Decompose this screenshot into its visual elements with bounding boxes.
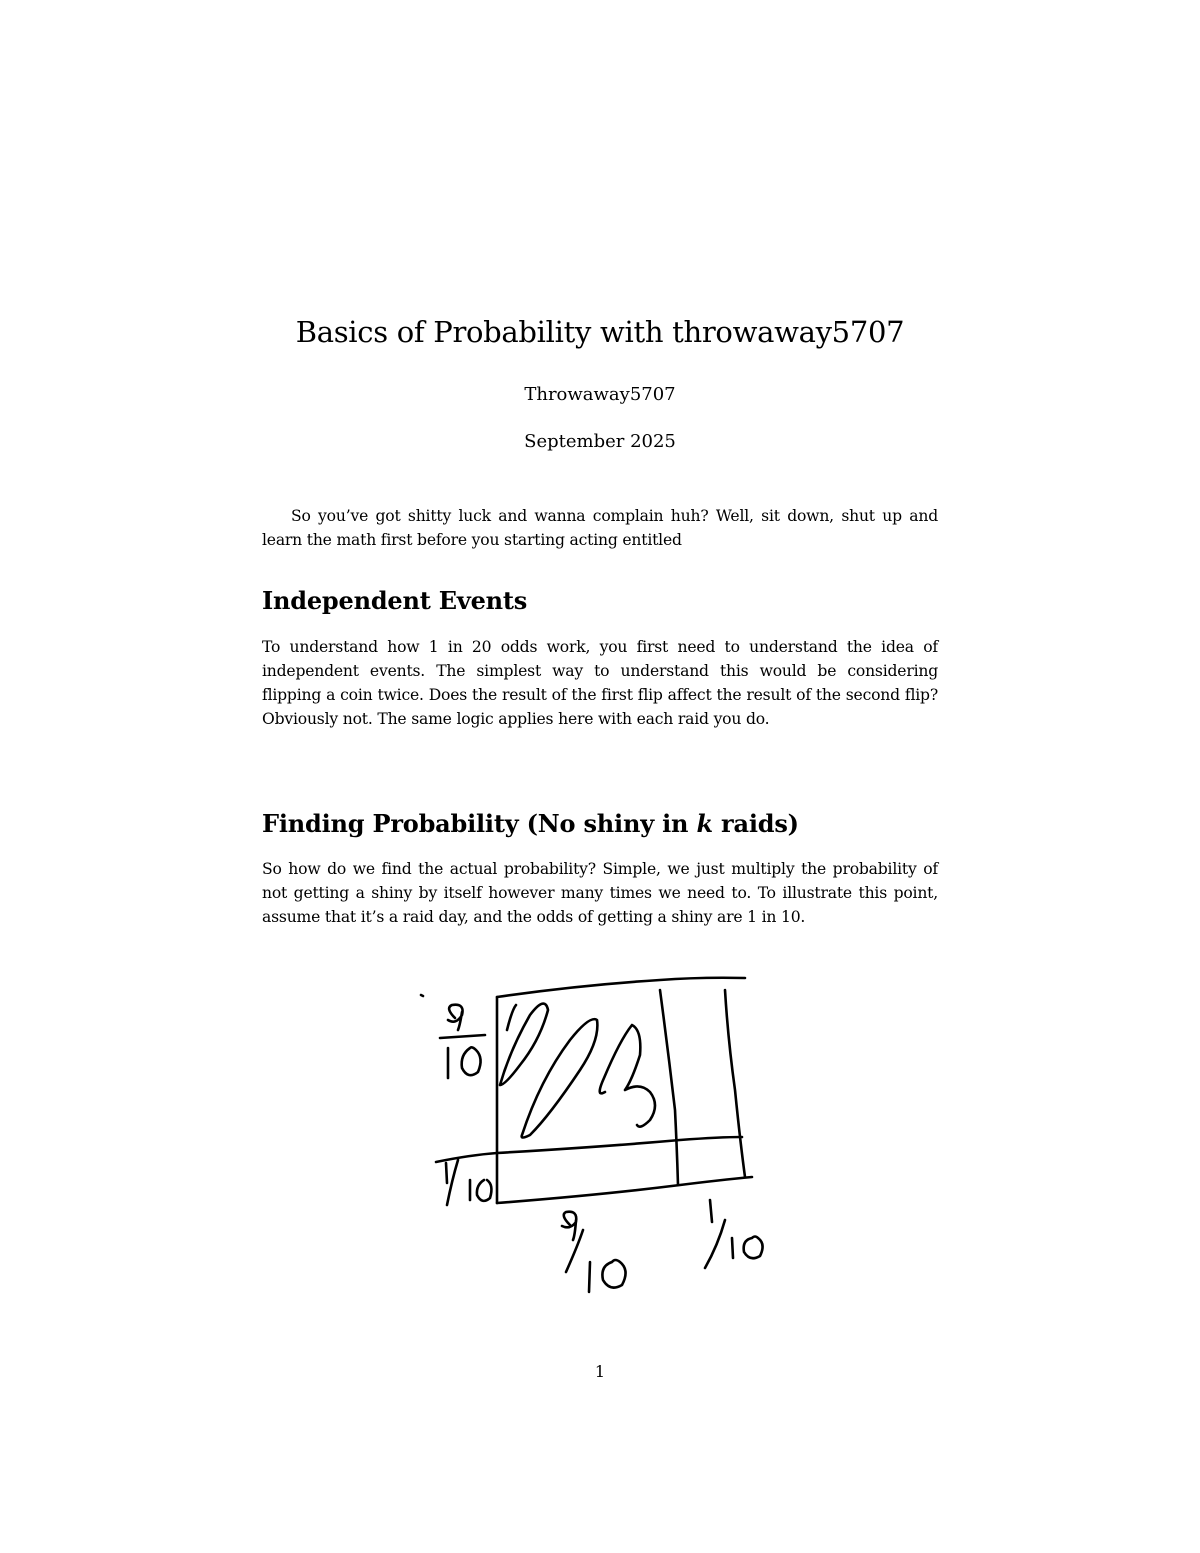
label-bottom-right-slash — [705, 1220, 725, 1268]
section-body-finding-probability: So how do we find the actual probability? Simple, we just multiply the probability of not getting a shiny by itself however many times we need to. To illustrate this point, assume that it’s a raid day, and the odds of getting a shiny are 1 in 10. — [262, 860, 938, 926]
heading-suffix: raids) — [712, 809, 799, 838]
document-author: Throwaway5707 — [524, 384, 676, 405]
intro-paragraph: So you’ve got shitty luck and wanna complain huh? Well, sit down, shut up and learn the math first before you starting acting entitled — [262, 507, 938, 549]
vertical-divider — [660, 990, 678, 1185]
box-right-edge — [725, 990, 745, 1177]
label-left-bottom-slash — [447, 1160, 458, 1205]
stray-dot — [421, 995, 423, 996]
section-heading-independent-events: Independent Events — [262, 586, 528, 615]
label-left-top-zero — [462, 1047, 481, 1075]
hatch-loop-2 — [522, 1019, 598, 1137]
horizontal-divider — [436, 1137, 742, 1162]
label-bottom-left-one — [589, 1262, 590, 1292]
label-left-top-numerator — [448, 1005, 463, 1030]
label-left-bottom-zero — [477, 1180, 492, 1201]
label-left-top-bar — [440, 1035, 485, 1038]
section-body-independent-events: To understand how 1 in 20 odds work, you first need to understand the idea of independent events. The simplest way to understand this would be considering flipping a coin twice. Does the result of the first flip affect the result of the second flip? Obviously not. The same logic applies here with each raid you do. — [262, 638, 938, 728]
label-bottom-right-zero — [744, 1237, 763, 1259]
document-date: September 2025 — [524, 431, 676, 452]
hatch-loop-1 — [500, 1004, 548, 1085]
document-title: Basics of Probability with throwaway5707 — [295, 315, 905, 349]
label-bottom-right-one — [710, 1200, 712, 1222]
handdrawn-probability-figure — [405, 968, 785, 1303]
heading-prefix: Finding Probability (No shiny in — [262, 809, 697, 838]
page-number: 1 — [594, 1362, 606, 1381]
box-top-edge — [497, 978, 745, 997]
heading-variable: k — [696, 809, 713, 838]
label-bottom-right-1 — [732, 1238, 733, 1258]
section-heading-finding-probability — [262, 809, 799, 838]
label-bottom-left-numerator — [562, 1212, 576, 1240]
hatch-loop-3 — [600, 1025, 655, 1127]
box-bottom-edge — [497, 1177, 752, 1203]
label-bottom-left-zero — [602, 1260, 625, 1288]
label-left-bottom-one — [446, 1163, 447, 1183]
